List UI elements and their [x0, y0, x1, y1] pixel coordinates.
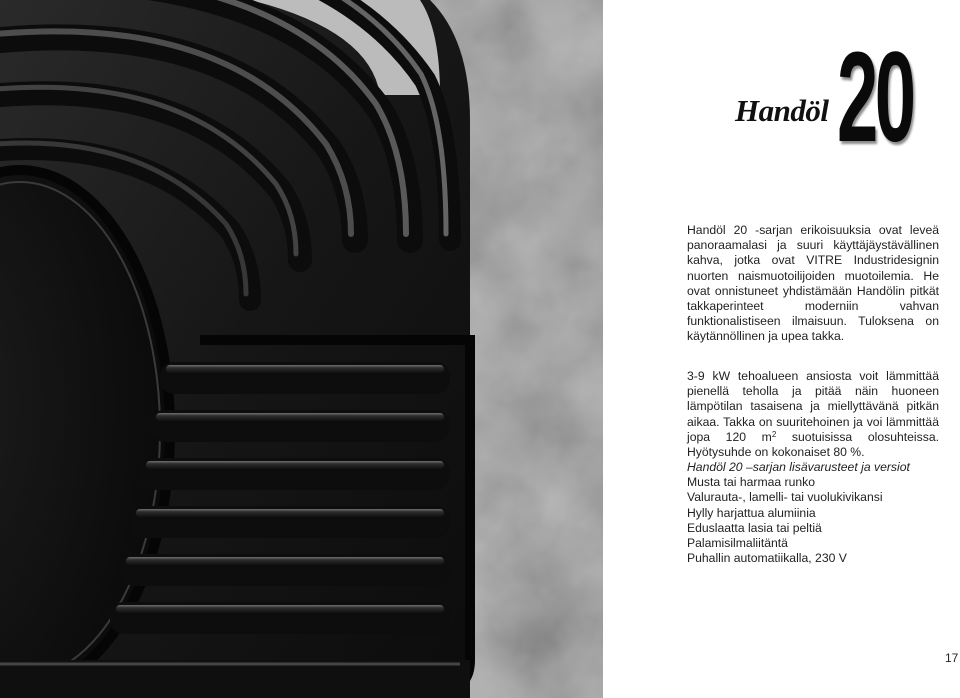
- list-item: Musta tai harmaa runko: [687, 475, 816, 490]
- intro-paragraph: Handöl 20 -sarjan erikoisuuksia ovat leveä panoraamalasi ja suuri käyttäjäystävällinen kahva, jotka ovat VITRE Industridesignin nuorten naismuotoilijoiden muotoilemia. He ovat onnistuneet yhdistämään Handölin pitkät takkaperinteet moderniin vahvan funktionalistiseen ilmaisuun. Tuloksena on käytännöllinen ja upea takka.: [687, 223, 939, 344]
- heating-text-before: 3-9 kW tehoalueen ansiosta voit lämmittää pienellä teholla ja pitää näin huoneen lämpötilan tasaisena ja miellyttävänä pitkän aikaa. Takka on suuritehoinen ja voi lämmittää jopa 120 m: [687, 369, 939, 444]
- intro-paragraph-block: [687, 223, 939, 345]
- accessories-list: [687, 475, 949, 566]
- heating-paragraph-block: [687, 369, 939, 460]
- list-item: Eduslaatta lasia tai peltiä: [687, 520, 822, 535]
- brand-number: 20: [837, 26, 913, 169]
- brand-logo: [735, 26, 950, 170]
- list-item: Palamisilmaliitäntä: [687, 536, 788, 551]
- page-number: 17: [945, 651, 959, 665]
- accessories-heading: Handöl 20 –sarjan lisävarusteet ja versiot: [687, 460, 910, 474]
- heating-text-after: suotuisissa olosuhteissa. Hyötysuhde on kokonaiset 80 %.: [687, 429, 939, 460]
- heating-paragraph: [687, 369, 939, 460]
- list-item: Valurauta-, lamelli- tai vuolukivikansi: [687, 490, 883, 505]
- list-item: Puhallin automatiikalla, 230 V: [687, 551, 847, 566]
- list-item: Hylly harjattua alumiinia: [687, 505, 816, 520]
- brand-name: Handöl: [735, 93, 829, 128]
- accessories-section: [687, 460, 949, 566]
- heating-superscript: 2: [771, 429, 777, 439]
